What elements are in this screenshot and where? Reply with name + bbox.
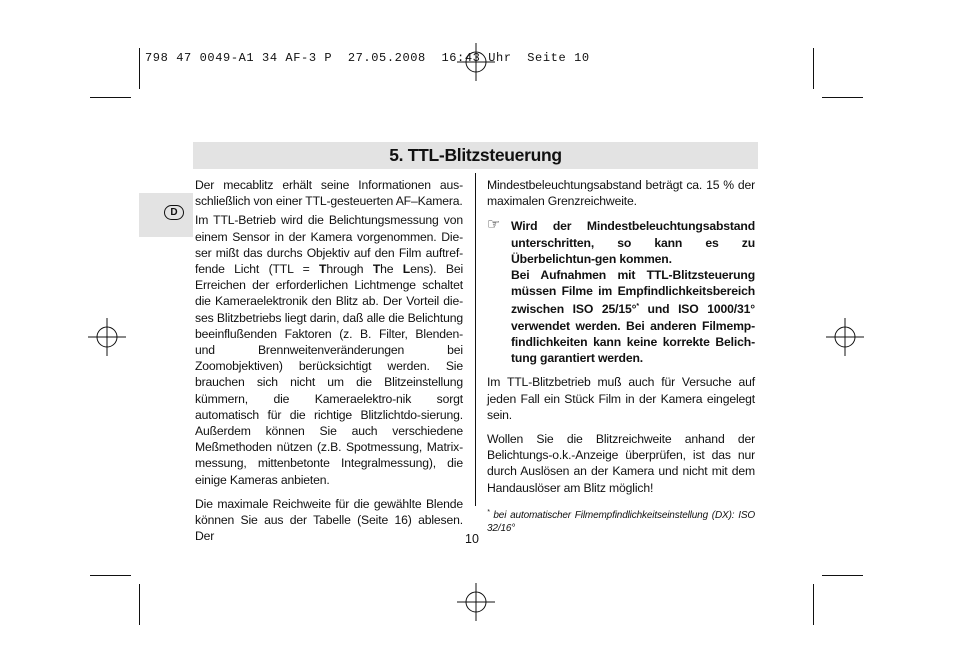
language-tab <box>139 193 193 237</box>
column-divider <box>475 173 476 506</box>
crop-mark <box>813 584 814 625</box>
pointing-hand-icon: ☞ <box>487 216 501 234</box>
paragraph: Wollen Sie die Blitzreichweite anhand der Belichtungs-o.k.-Anzeige überprüfen, ist das nur durch Auslösen an der Kamera und nicht mit dem Handauslöser am Blitz möglich! <box>487 431 755 495</box>
registration-mark-icon <box>457 43 495 81</box>
language-badge: D <box>164 205 184 220</box>
registration-mark-icon <box>826 318 864 356</box>
crop-mark <box>822 575 863 576</box>
paragraph: Im TTL-Blitzbetrieb muß auch für Versuche auf jeden Fall ein Stück Film in der Kamera eingelegt sein. <box>487 375 755 422</box>
crop-mark <box>822 97 863 98</box>
paragraph: Im TTL-Betrieb wird die Belichtungsmessung von einem Sensor in der Kamera vorgenommen. Die-ser mißt das durchs Objektiv auf den Film auftref-fende Licht (TTL = Through The Lens). Bei Erreichen der erforderlichen Lichtmenge schaltet die Kameraelektronik den Blitz ab. Der Vorteil die-ses Blitzbetriebs liegt darin, daß alle die Belichtung beeinflußenden Faktoren (z. B. Filter, Blenden- und Brennweitenveränderungen bei Zoomobjektiven) berücksichtigt werden. Sie brauchen sich nicht um die Blitzeinstellung kümmern, die Kameraelektro-nik sorgt automatisch für die richtige Blitzlichtdo-sierung. Außerdem können Sie auch verschiedene Meßmethoden nützen (z.B. Spotmessung, Matrix-messung, mittenbetonte Integralmessung), die einige Kameras anbieten. <box>195 213 463 487</box>
crop-mark <box>139 584 140 625</box>
crop-mark <box>813 48 814 89</box>
section-title: 5. TTL-Blitzsteuerung <box>389 145 562 165</box>
crop-mark <box>90 575 131 576</box>
print-slug: 798 47 0049-A1 34 AF-3 P 27.05.2008 16:43 Uhr Seite 10 <box>145 51 590 65</box>
paragraph: Mindestbeleuchtungsabstand beträgt ca. 15 % der maximalen Grenzreichweite. <box>487 178 755 209</box>
section-title-bar <box>193 142 758 169</box>
warning-note <box>487 218 755 366</box>
registration-mark-icon <box>457 583 495 621</box>
page-number: 10 <box>465 532 479 546</box>
paragraph: Die maximale Reichweite für die gewählte Blende können Sie aus der Tabelle (Seite 16) ablesen. Der <box>195 496 463 544</box>
crop-mark <box>139 48 140 89</box>
right-column <box>487 177 755 536</box>
note-text: Bei Aufnahmen mit TTL-Blitzsteuerung müssen Filme im Empfindlichkeitsbereich zwischen ISO 25/15°* und ISO 1000/31° verwendet werden. Bei anderen Filmemp-findlichkeiten kann keine korrekte Belich-tung garantiert werden. <box>511 268 755 366</box>
note-text: Wird der Mindestbeleuchtungsabstand unterschritten, so kann es zu Überbelichtun-gen kommen. <box>511 219 755 266</box>
footnote: * bei automatischer Filmempfindlichkeitseinstellung (DX): ISO 32/16° <box>487 508 755 535</box>
registration-mark-icon <box>88 318 126 356</box>
paragraph: Der mecablitz erhält seine Informationen aus-schließlich von einer TTL-gesteuerten AF–Kamera. <box>195 178 463 209</box>
left-column <box>195 177 463 544</box>
crop-mark <box>90 97 131 98</box>
